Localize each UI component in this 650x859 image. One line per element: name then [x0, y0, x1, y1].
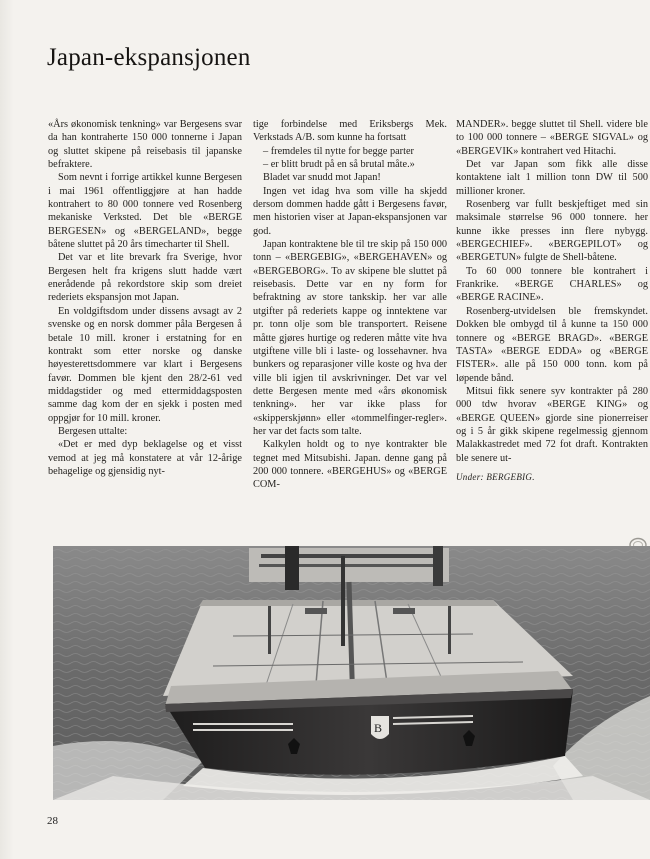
article-title: Japan-ekspansjonen: [47, 44, 251, 71]
paragraph: – fremdeles til nytte for begge parter: [263, 145, 414, 157]
paragraph: tige forbindelse med Eriksbergs Mek. Verkstads A/B. som kunne ha fortsatt: [253, 119, 447, 144]
paragraph: «Det er med dyp beklagelse og et visst vemod at jeg må konstatere at vår 12-årige behagelige og gjensidig nyt-: [48, 439, 242, 477]
paragraph: «Års økonomisk tenkning» var Bergesens svar da han kontraherte 150 000 tonnerne i Japan og sluttet skipene på reisebasis til japanske befraktere.: [48, 119, 242, 171]
svg-text:B: B: [374, 721, 383, 735]
paragraph: Som nevnt i forrige artikkel kunne Bergesen i mai 1961 offentliggjøre at han hadde kontrahert to 80 000 tonnere ved Rosenberg mekaniske Verksted. Det ble «BERGE BERGESEN» og «BERGELAND», begge båtene sluttet på 20 års timecharter til Shell.: [48, 172, 242, 251]
paragraph: Bladet var snudd mot Japan!: [263, 172, 381, 184]
paragraph: Rosenberg var fullt beskjeftiget med sin maksimale størrelse 96 000 tonnere. her kunne ikke presses inn flere nybygg. «BERGECHIEF». «BERGEPILOT» og «BERGETUN» fulgte de Shell-båtene.: [456, 199, 648, 264]
paragraph: Rosenberg-utvidelsen ble fremskyndet. Dokken ble ombygd til å kunne ta 150 000 tonnere og «BERGE BRAGD». «BERGE TASTA» «BERGE EDDA» og «BERGE FISTER». alle på 150 000 tonn. kom på løpende bånd.: [456, 305, 648, 384]
text-column-2: [253, 118, 447, 492]
text-column-3: [456, 118, 648, 484]
paragraph: Bergesen uttalte:: [58, 425, 128, 437]
photo-credit: Under: BERGEBIG.: [456, 471, 535, 482]
paragraph: Japan kontraktene ble til tre skip på 150 000 tonn – «BERGEBIG», «BERGEHAVEN» og «BERGEBORG». To av skipene ble sluttet på reisebasis. Dette var en ny form for befraktning av store tankskip. her var alle utgifter på rederiets kappe og inntektene var pr. tonn olje som ble transportert. Reisene måtte gjøres hurtige og rederen måtte vite hva utgiftene ville bli i laste- og lossehavner. hva bunkers og reparasjoner ville koste og hva der ville bli igjen til avskrivninger. Det var vel dette Bergesen mente med «års økonomisk tenkning». her var ikke plass for «skipperskjønn» eller «tommelfinger-regler». her var det facts som talte.: [253, 239, 447, 437]
paragraph: Det var et lite brevark fra Sverige, hvor Bergesen helt fra krigens slutt hadde vært enerådende på rekordstore skip som dreiet rederiets ekspansjon mot Japan.: [48, 252, 242, 304]
paragraph: Kalkylen holdt og to nye kontrakter ble tegnet med Mitsubishi. Japan. denne gang på 200 000 tonnere. «BERGEHUS» og «BERGE COM-: [253, 439, 447, 491]
paragraph: To 60 000 tonnere ble kontrahert i Frankrike. «BERGE CHARLES» og «BERGE RACINE».: [456, 265, 648, 304]
tanker-ship-illustration: [53, 546, 650, 800]
paragraph: – er blitt brudt på en så brutal måte.»: [263, 159, 415, 171]
page-number: 28: [47, 815, 58, 827]
paragraph: MANDER». begge sluttet til Shell. videre ble to 100 000 tonnere – «BERGE SIGVAL» og «BERGEVIK» kontrahert ved Hitachi.: [456, 119, 648, 157]
company-emblem-icon: [371, 716, 389, 739]
paragraph: Det var Japan som fikk alle disse kontaktene ialt 1 million tonn DW til 500 millioner kroner.: [456, 159, 648, 197]
paragraph: En voldgiftsdom under dissens avsagt av 2 svenske og en norsk dommer påla Bergesen å betale 10 mill. kroner i erstatning for en kontrakt som etter norske og danske høyesterettsdommere var klart i Bergesens favør. Dommen ble kjent den 28/2-61 ved middagstider og med ettermiddagsposten samme dag kom der en sjekk i posten med oppgjør for 10 mill. kroner.: [48, 305, 242, 424]
text-column-1: [48, 118, 242, 478]
paragraph: Mitsui fikk senere syv kontrakter på 280 000 tdw hvorav «BERGE KING» og «BERGE QUEEN» gjorde sine pionerreiser og i 5 år gikk skipene regelmessig gjennom Malakkastredet med 72 fot draft. Kontrakten ble senere ut-: [456, 385, 648, 464]
ship-photo: [53, 546, 650, 800]
paragraph: Ingen vet idag hva som ville ha skjedd dersom dommen hadde gått i Bergesens favør, men historien viser at Japan-ekspansjonen var god.: [253, 185, 447, 237]
